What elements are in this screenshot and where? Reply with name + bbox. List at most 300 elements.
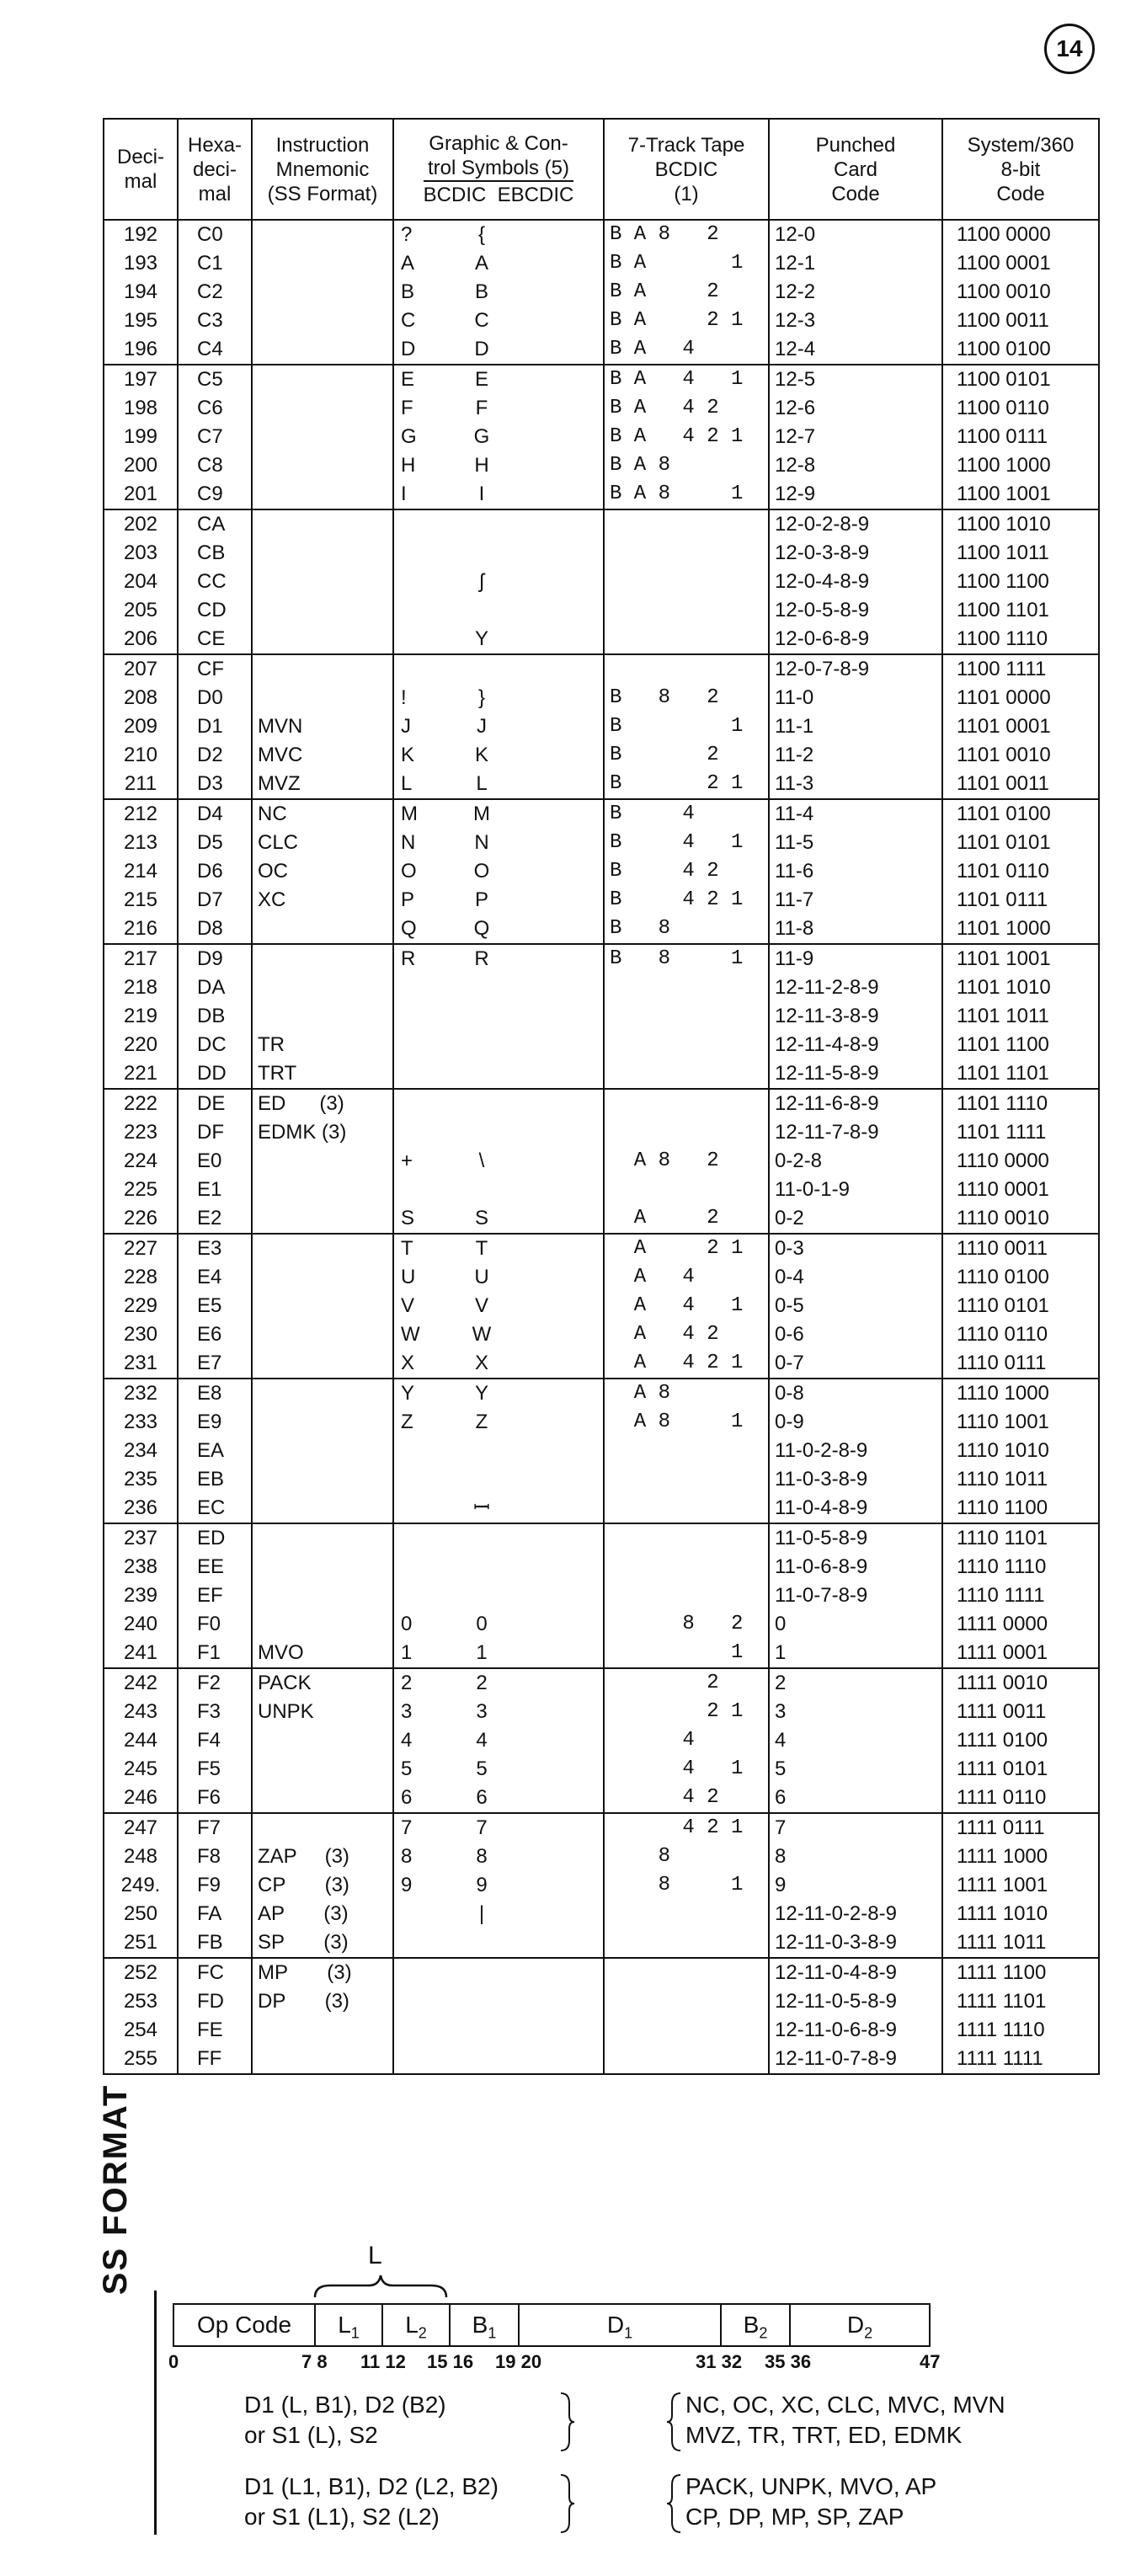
ebcdic-symbol: M [473, 803, 490, 825]
table-row [104, 1002, 1099, 1031]
bcdic-symbol: C [401, 309, 416, 332]
bcdic-symbol: W [401, 1323, 420, 1346]
graphic-cell [393, 1118, 604, 1147]
length-label: L [368, 2242, 382, 2269]
card-code-cell: 12-1 [769, 249, 942, 278]
page-number: 14 [1044, 24, 1095, 74]
decimal-cell: 206 [104, 625, 178, 654]
bit-code-cell: 1100 1110 [942, 625, 1099, 654]
table-row [104, 2045, 1099, 2074]
tape-cell: B 1 [604, 712, 769, 741]
form2-operands: D1 (L1, B1), D2 (L2, B2) or S1 (L1), S2 (L2) [244, 2473, 499, 2530]
hex-cell: D4 [178, 799, 252, 829]
bcdic-symbol: Q [401, 917, 417, 940]
hex-cell: FF [178, 2045, 252, 2074]
ebcdic-symbol: Q [473, 917, 490, 940]
graphic-cell [393, 1987, 604, 2016]
bcdic-symbol: L [401, 772, 413, 795]
table-row [104, 799, 1099, 829]
decimal-cell: 223 [104, 1118, 178, 1147]
ebcdic-symbol: 9 [476, 1874, 488, 1896]
bit-code-cell: 1101 0001 [942, 712, 1099, 741]
tape-cell: A 8 [604, 1379, 769, 1408]
decimal-cell: 232 [104, 1379, 178, 1408]
bit-code-cell: 1110 0000 [942, 1147, 1099, 1176]
hex-cell: D6 [178, 857, 252, 886]
hex-cell: F6 [178, 1784, 252, 1813]
tape-cell [604, 1002, 769, 1031]
table-row [104, 1928, 1099, 1958]
mnemonic-cell: CLC [252, 829, 393, 857]
graphic-cell [393, 1553, 604, 1581]
bit-code-cell: 1100 0011 [942, 307, 1099, 335]
ebcdic-symbol: H [474, 454, 489, 477]
hex-cell: CD [178, 596, 252, 625]
bcdic-symbol: K [401, 744, 415, 766]
mnemonic-cell: ZAP (3) [252, 1843, 393, 1871]
decimal-cell: 195 [104, 307, 178, 335]
decimal-cell: 234 [104, 1437, 178, 1465]
ebcdic-symbol: ꟷ [473, 1496, 490, 1519]
table-row [104, 394, 1099, 423]
bit-code-cell: 1111 1110 [942, 2016, 1099, 2045]
card-code-cell: 12-11-7-8-9 [769, 1118, 942, 1147]
mnemonic-cell [252, 1610, 393, 1639]
mnemonic-cell [252, 335, 393, 365]
decimal-cell: 219 [104, 1002, 178, 1031]
table-row [104, 1668, 1099, 1698]
mnemonic-cell [252, 1523, 393, 1553]
table-row [104, 1320, 1099, 1349]
ebcdic-symbol: I [478, 483, 485, 505]
header-tape: 7-Track Tape BCDIC (1) [604, 119, 769, 220]
bit-31-32: 31 32 [696, 2351, 743, 2372]
ss-format-box [173, 2303, 931, 2347]
card-code-cell: 12-11-0-5-8-9 [769, 1987, 942, 2016]
tape-cell: 8 2 [604, 1610, 769, 1639]
mnemonic-cell: AP (3) [252, 1900, 393, 1928]
card-code-cell: 12-3 [769, 307, 942, 335]
table-row [104, 1523, 1099, 1553]
graphic-cell [393, 1843, 604, 1871]
mnemonic-cell [252, 1755, 393, 1784]
table-row [104, 1639, 1099, 1668]
graphic-cell [393, 1089, 604, 1118]
bit-code-cell: 1100 1101 [942, 596, 1099, 625]
ebcdic-symbol: T [475, 1237, 488, 1260]
graphic-cell [393, 1263, 604, 1292]
graphic-cell [393, 1900, 604, 1928]
mnemonic-cell: TRT [252, 1059, 393, 1089]
mnemonic-cell [252, 539, 393, 568]
bit-code-cell: 1100 1111 [942, 654, 1099, 684]
bcdic-symbol: Y [401, 1382, 415, 1405]
card-code-cell: 0-4 [769, 1263, 942, 1292]
tape-cell: A 8 2 [604, 1147, 769, 1176]
tape-cell: B 8 1 [604, 944, 769, 973]
decimal-cell: 238 [104, 1553, 178, 1581]
ebcdic-symbol: 5 [476, 1757, 488, 1780]
table-row [104, 451, 1099, 480]
hex-cell: F9 [178, 1871, 252, 1900]
ebcdic-symbol: S [474, 1207, 488, 1229]
tape-cell [604, 625, 769, 654]
bcdic-symbol: 3 [401, 1700, 413, 1723]
card-code-cell: 11-0-1-9 [769, 1176, 942, 1204]
graphic-cell [393, 1784, 604, 1813]
tape-cell: B A 4 1 [604, 365, 769, 394]
decimal-cell: 231 [104, 1349, 178, 1379]
bcdic-symbol: 0 [401, 1613, 413, 1635]
bcdic-symbol: U [401, 1266, 416, 1288]
bit-code-cell: 1101 1010 [942, 973, 1099, 1002]
table-row [104, 423, 1099, 451]
card-code-cell: 1 [769, 1639, 942, 1668]
tape-cell: 2 [604, 1668, 769, 1698]
tape-cell [604, 568, 769, 596]
tape-cell: B A 8 2 [604, 220, 769, 249]
mnemonic-cell [252, 1263, 393, 1292]
bit-19-20: 19 20 [495, 2351, 542, 2372]
card-code-cell: 8 [769, 1843, 942, 1871]
bit-47: 47 [920, 2351, 941, 2372]
card-code-cell: 12-6 [769, 394, 942, 423]
decimal-cell: 239 [104, 1581, 178, 1610]
card-code-cell: 11-0-6-8-9 [769, 1553, 942, 1581]
decimal-cell: 204 [104, 568, 178, 596]
graphic-cell [393, 1813, 604, 1843]
tape-cell: A 4 2 [604, 1320, 769, 1349]
mnemonic-cell [252, 1176, 393, 1204]
hex-cell: DD [178, 1059, 252, 1089]
hex-cell: C4 [178, 335, 252, 365]
graphic-cell [393, 857, 604, 886]
ebcdic-symbol: P [474, 888, 488, 911]
ebcdic-symbol: F [475, 397, 488, 419]
decimal-cell: 212 [104, 799, 178, 829]
mnemonic-cell [252, 451, 393, 480]
bcdic-symbol: Z [401, 1411, 413, 1433]
bcdic-symbol: G [401, 425, 417, 448]
hex-cell: D1 [178, 712, 252, 741]
decimal-cell: 209 [104, 712, 178, 741]
table-row [104, 1176, 1099, 1204]
mnemonic-cell: PACK [252, 1668, 393, 1698]
decimal-cell: 192 [104, 220, 178, 249]
table-row [104, 2016, 1099, 2045]
mnemonic-cell: XC [252, 886, 393, 915]
ebcdic-symbol: W [472, 1323, 492, 1346]
mnemonic-cell [252, 1349, 393, 1379]
bcdic-symbol: 8 [401, 1845, 413, 1868]
table-row [104, 307, 1099, 335]
decimal-cell: 198 [104, 394, 178, 423]
table-row [104, 1147, 1099, 1176]
bit-code-cell: 1100 0001 [942, 249, 1099, 278]
ebcdic-symbol: V [474, 1294, 488, 1317]
table-row [104, 1553, 1099, 1581]
tape-cell: A 2 [604, 1204, 769, 1234]
tape-cell [604, 2045, 769, 2074]
card-code-cell: 9 [769, 1871, 942, 1900]
mnemonic-cell [252, 944, 393, 973]
card-code-cell: 5 [769, 1755, 942, 1784]
card-code-cell: 4 [769, 1726, 942, 1755]
field-b2: $B_2$ [722, 2305, 791, 2345]
tape-cell: A 8 1 [604, 1408, 769, 1437]
decimal-cell: 224 [104, 1147, 178, 1176]
hex-cell: CC [178, 568, 252, 596]
bit-code-cell: 1110 0010 [942, 1204, 1099, 1234]
bit-code-cell: 1110 0100 [942, 1263, 1099, 1292]
card-code-cell: 12-4 [769, 335, 942, 365]
bit-code-cell: 1110 1101 [942, 1523, 1099, 1553]
hex-cell: C2 [178, 278, 252, 307]
graphic-cell [393, 944, 604, 973]
mnemonic-cell [252, 1813, 393, 1843]
decimal-cell: 214 [104, 857, 178, 886]
tape-cell: 8 [604, 1843, 769, 1871]
header-row [104, 119, 1099, 220]
form1-operands: D1 (L, B1), D2 (B2) or S1 (L), S2 [244, 2392, 446, 2448]
hex-cell: E1 [178, 1176, 252, 1204]
form2-brace-left [665, 2473, 682, 2534]
decimal-cell: 200 [104, 451, 178, 480]
hex-cell: C7 [178, 423, 252, 451]
tape-cell [604, 1928, 769, 1958]
tape-cell [604, 596, 769, 625]
bcdic-symbol: M [401, 803, 418, 825]
bit-code-cell: 1101 0000 [942, 684, 1099, 712]
decimal-cell: 197 [104, 365, 178, 394]
card-code-cell: 2 [769, 1668, 942, 1698]
bit-code-cell: 1111 1101 [942, 1987, 1099, 2016]
table-row [104, 1958, 1099, 1987]
tape-cell: A 4 1 [604, 1292, 769, 1320]
table-row [104, 1204, 1099, 1234]
hex-cell: D3 [178, 770, 252, 799]
mnemonic-cell: CP (3) [252, 1871, 393, 1900]
table-row [104, 1031, 1099, 1059]
mnemonic-cell [252, 1465, 393, 1494]
decimal-cell: 201 [104, 480, 178, 509]
hex-cell: E6 [178, 1320, 252, 1349]
bcdic-symbol: R [401, 947, 416, 970]
ss-format-rule [154, 2291, 157, 2535]
card-code-cell: 11-7 [769, 886, 942, 915]
mnemonic-cell [252, 480, 393, 509]
table-row [104, 829, 1099, 857]
decimal-cell: 208 [104, 684, 178, 712]
ebcdic-symbol: 3 [476, 1700, 488, 1723]
table-row [104, 249, 1099, 278]
decimal-cell: 227 [104, 1234, 178, 1263]
bit-code-cell: 1100 1100 [942, 568, 1099, 596]
card-code-cell: 11-0-3-8-9 [769, 1465, 942, 1494]
table-row [104, 1755, 1099, 1784]
graphic-cell [393, 1523, 604, 1553]
hex-cell: F4 [178, 1726, 252, 1755]
hex-cell: DB [178, 1002, 252, 1031]
bit-code-cell: 1111 0011 [942, 1698, 1099, 1726]
bit-code-cell: 1111 0101 [942, 1755, 1099, 1784]
graphic-cell [393, 307, 604, 335]
ebcdic-symbol: Y [474, 627, 488, 650]
table-row [104, 741, 1099, 770]
hex-cell: D9 [178, 944, 252, 973]
mnemonic-cell [252, 307, 393, 335]
graphic-cell [393, 1871, 604, 1900]
table-row [104, 1843, 1099, 1871]
graphic-cell [393, 1610, 604, 1639]
bcdic-symbol: + [401, 1149, 413, 1172]
decimal-cell: 242 [104, 1668, 178, 1698]
bit-code-cell: 1100 1001 [942, 480, 1099, 509]
tape-cell: B A 4 2 [604, 394, 769, 423]
ebcdic-symbol: Y [474, 1382, 488, 1405]
table-row [104, 1726, 1099, 1755]
hex-cell: FE [178, 2016, 252, 2045]
card-code-cell: 0-7 [769, 1349, 942, 1379]
field-opcode: Op Code [174, 2305, 316, 2345]
code-table-body [104, 220, 1099, 2074]
mnemonic-cell [252, 1494, 393, 1523]
mnemonic-cell [252, 1320, 393, 1349]
bit-code-cell: 1110 1011 [942, 1465, 1099, 1494]
card-code-cell: 12-0-3-8-9 [769, 539, 942, 568]
table-row [104, 1234, 1099, 1263]
bcdic-symbol: O [401, 860, 417, 883]
graphic-cell [393, 1349, 604, 1379]
mnemonic-cell [252, 1292, 393, 1320]
ebcdic-symbol: E [474, 368, 488, 391]
tape-cell [604, 1494, 769, 1523]
mnemonic-cell: ED (3) [252, 1089, 393, 1118]
card-code-cell: 12-9 [769, 480, 942, 509]
tape-cell [604, 973, 769, 1002]
tape-cell: B 4 1 [604, 829, 769, 857]
decimal-cell: 220 [104, 1031, 178, 1059]
bit-code-cell: 1101 0101 [942, 829, 1099, 857]
ebcdic-symbol: ʃ [479, 570, 484, 593]
graphic-cell [393, 741, 604, 770]
card-code-cell: 12-5 [769, 365, 942, 394]
table-row [104, 568, 1099, 596]
table-row [104, 886, 1099, 915]
hex-cell: F5 [178, 1755, 252, 1784]
table-row [104, 1089, 1099, 1118]
graphic-cell [393, 423, 604, 451]
ebcdic-symbol: A [474, 252, 488, 275]
decimal-cell: 253 [104, 1987, 178, 2016]
graphic-cell [393, 1002, 604, 1031]
decimal-cell: 236 [104, 1494, 178, 1523]
mnemonic-cell [252, 1002, 393, 1031]
tape-cell: B 8 2 [604, 684, 769, 712]
graphic-cell [393, 451, 604, 480]
tape-cell [604, 539, 769, 568]
mnemonic-cell: NC [252, 799, 393, 829]
bcdic-symbol: 4 [401, 1729, 413, 1752]
bit-code-cell: 1101 1101 [942, 1059, 1099, 1089]
tape-cell: B A 8 [604, 451, 769, 480]
bit-code-cell: 1100 0101 [942, 365, 1099, 394]
decimal-cell: 226 [104, 1204, 178, 1234]
tape-cell: A 4 2 1 [604, 1349, 769, 1379]
card-code-cell: 12-11-3-8-9 [769, 1002, 942, 1031]
bcdic-symbol: 7 [401, 1816, 413, 1839]
graphic-cell [393, 509, 604, 539]
graphic-cell [393, 1379, 604, 1408]
tape-cell [604, 1089, 769, 1118]
mnemonic-cell [252, 654, 393, 684]
bcdic-symbol: H [401, 454, 416, 477]
ebcdic-symbol: 7 [476, 1816, 488, 1839]
hex-cell: CE [178, 625, 252, 654]
ebcdic-symbol: 6 [476, 1786, 488, 1809]
table-row [104, 1581, 1099, 1610]
tape-cell [604, 1553, 769, 1581]
decimal-cell: 243 [104, 1698, 178, 1726]
header-bits: System/360 8-bit Code [942, 119, 1099, 220]
card-code-cell: 0-5 [769, 1292, 942, 1320]
decimal-cell: 252 [104, 1958, 178, 1987]
hex-cell: E0 [178, 1147, 252, 1176]
table-row [104, 1465, 1099, 1494]
decimal-cell: 194 [104, 278, 178, 307]
decimal-cell: 240 [104, 1610, 178, 1639]
hex-cell: E7 [178, 1349, 252, 1379]
mnemonic-cell [252, 278, 393, 307]
bit-code-cell: 1100 0000 [942, 220, 1099, 249]
hex-cell: E9 [178, 1408, 252, 1437]
bit-code-cell: 1101 1110 [942, 1089, 1099, 1118]
table-row [104, 1494, 1099, 1523]
bit-code-cell: 1100 1000 [942, 451, 1099, 480]
table-row [104, 1263, 1099, 1292]
tape-cell: B A 4 2 1 [604, 423, 769, 451]
table-row [104, 1292, 1099, 1320]
tape-cell: B A 4 [604, 335, 769, 365]
graphic-cell [393, 1031, 604, 1059]
mnemonic-cell: MP (3) [252, 1958, 393, 1987]
graphic-cell [393, 539, 604, 568]
graphic-cell [393, 1726, 604, 1755]
card-code-cell: 12-11-6-8-9 [769, 1089, 942, 1118]
field-d1: $D_1$ [520, 2305, 722, 2345]
tape-cell [604, 1465, 769, 1494]
bit-code-cell: 1110 1100 [942, 1494, 1099, 1523]
hex-cell: CB [178, 539, 252, 568]
bit-code-cell: 1110 0111 [942, 1349, 1099, 1379]
table-row [104, 1437, 1099, 1465]
form2-instructions: PACK, UNPK, MVO, AP CP, DP, MP, SP, ZAP [685, 2473, 937, 2530]
bit-15-16: 15 16 [427, 2351, 474, 2372]
hex-cell: F0 [178, 1610, 252, 1639]
decimal-cell: 207 [104, 654, 178, 684]
mnemonic-cell [252, 1581, 393, 1610]
card-code-cell: 12-0-7-8-9 [769, 654, 942, 684]
decimal-cell: 213 [104, 829, 178, 857]
ebcdic-symbol: G [473, 425, 490, 448]
bcdic-symbol: N [401, 831, 416, 854]
bcdic-symbol: ? [401, 223, 413, 246]
hex-cell: DE [178, 1089, 252, 1118]
mnemonic-cell [252, 394, 393, 423]
decimal-cell: 235 [104, 1465, 178, 1494]
bit-7-8: 7 8 [301, 2351, 328, 2372]
card-code-cell: 12-2 [769, 278, 942, 307]
